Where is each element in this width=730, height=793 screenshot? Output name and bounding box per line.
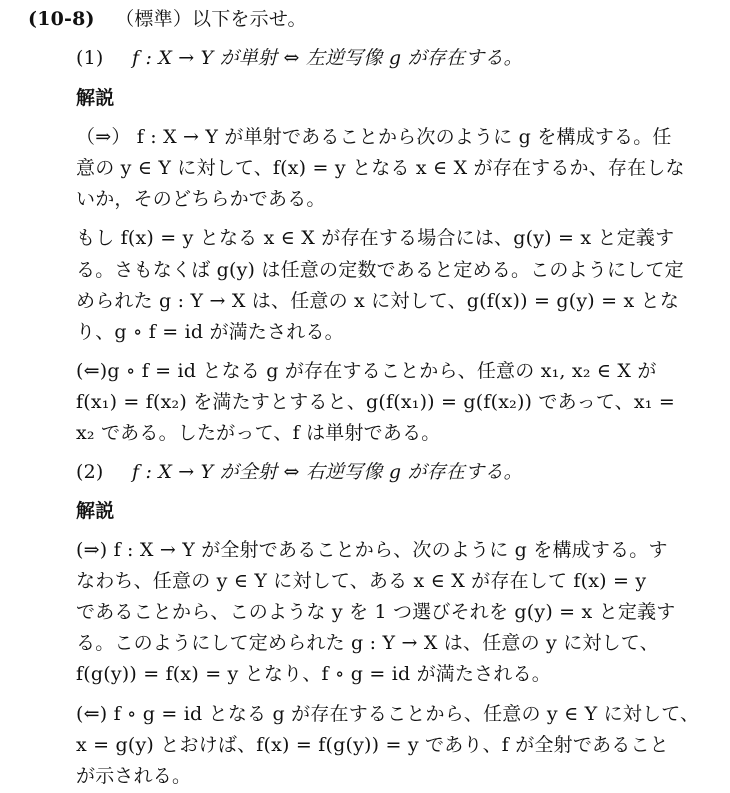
part1-solution-heading: 解説 [76, 87, 115, 109]
part2-p2-line3: が示される。 [76, 765, 192, 787]
problem-number: (10-8) [28, 8, 95, 30]
part1-p3-line1: (⇐)g ∘ f = id となる g が存在することから、任意の x₁, x₂ ∈ X が [76, 360, 657, 382]
part2-statement [76, 458, 523, 486]
part2-p1-line1: (⇒) f : X → Y が全射であることから、次のように g を構成する。す [76, 539, 668, 561]
problem-header [28, 5, 307, 33]
part1-label: (1) [76, 47, 104, 69]
part2-p1-line4: る。このようにして定められた g : Y → X は、任意の y に対して、 [76, 632, 659, 654]
part1-p1-line1: （⇒） f : X → Y が単射であることから次のように g を構成する。任 [76, 126, 672, 148]
part2-p1-line2: なわち、任意の y ∈ Y に対して、ある x ∈ X が存在して f(x) = y [76, 570, 647, 592]
part1-p2-line3: められた g : Y → X は、任意の x に対して、g(f(x)) = g(y) = x とな [76, 290, 680, 312]
part2-p1-line5: f(g(y)) = f(x) = y となり、f ∘ g = id が満たされる。 [76, 663, 551, 685]
part2-statement-text: f : X → Y が全射 ⇔ 右逆写像 g が存在する。 [132, 461, 523, 483]
part1-p3-line3: x₂ である。したがって、f は単射である。 [76, 422, 441, 444]
part2-p2-line1: (⇐) f ∘ g = id となる g が存在することから、任意の y ∈ Y に対して、 [76, 703, 700, 725]
part1-statement [76, 44, 523, 72]
part1-p2-line1: もし f(x) = y となる x ∈ X が存在する場合には、g(y) = x と定義す [76, 227, 675, 249]
problem-instruction: （標準）以下を示せ。 [115, 8, 307, 30]
part2-label: (2) [76, 461, 104, 483]
part2-solution-heading: 解説 [76, 500, 115, 522]
part1-p3-line2: f(x₁) = f(x₂) を満たすとすると、g(f(x₁)) = g(f(x₂)) であって、x₁ = [76, 391, 675, 413]
part1-p1-line3: いか，そのどちらかである。 [76, 188, 326, 210]
part2-p2-line2: x = g(y) とおけば、f(x) = f(g(y)) = y であり、f が全射であること [76, 734, 669, 756]
part1-p2-line2: る。さもなくば g(y) は任意の定数であると定める。このようにして定 [76, 259, 684, 281]
part2-p1-line3: であることから、このような y を 1 つ選びそれを g(y) = x と定義す [76, 601, 676, 623]
part1-statement-text: f : X → Y が単射 ⇔ 左逆写像 g が存在する。 [132, 47, 523, 69]
part1-p2-line4: り、g ∘ f = id が満たされる。 [76, 321, 344, 343]
part1-p1-line2: 意の y ∈ Y に対して、f(x) = y となる x ∈ X が存在するか、存在しな [76, 157, 685, 179]
